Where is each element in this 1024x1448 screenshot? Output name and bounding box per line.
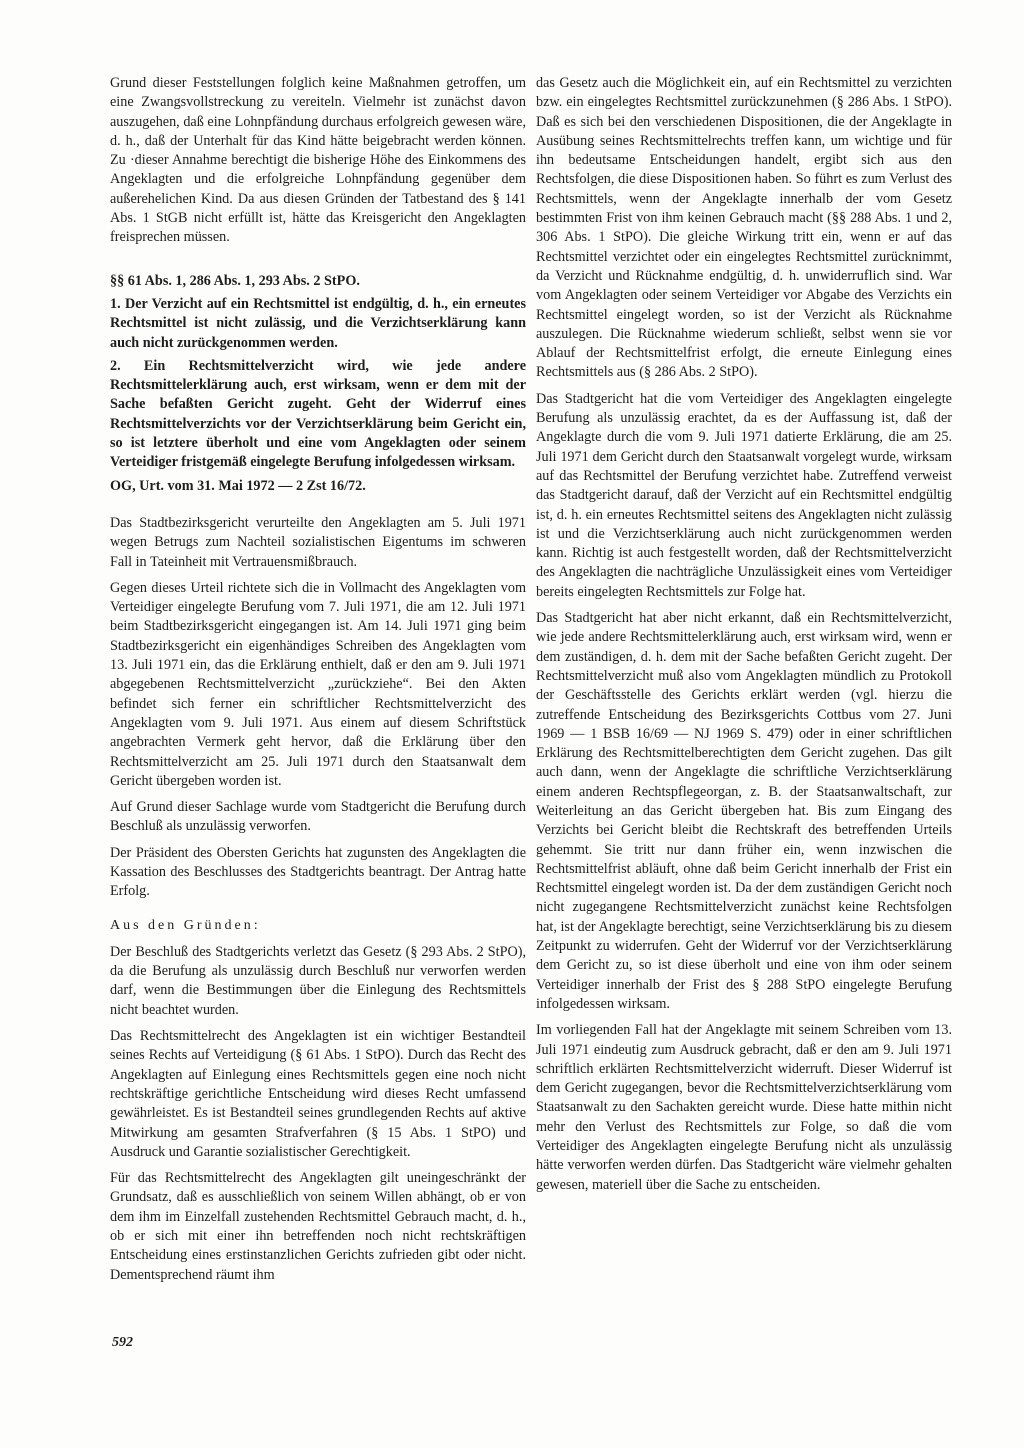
reasons-heading: Aus den Gründen: — [110, 917, 261, 933]
body-paragraph: Das Rechtsmittelrecht des Angeklagten ist ein wichtiger Bestandteil seines Rechts auf Verteidigung (§ 61 Abs. 1 StPO). Durch das Recht des Angeklagten auf Einlegung eines Rechtsmittels gegen eine noch nicht rechtskräftige gerichtliche Entscheidung wird dieses Recht umfassend gewährleistet. Es ist Bestandteil seines grundlegenden Rechts auf aktive Mitwirkung am gesamten Strafverfahren (§ 15 Abs. 1 StPO) und Ausdruck und Garantie sozialistischer Gerechtigkeit. — [110, 1028, 526, 1160]
headnote-2: 2. Ein Rechtsmittelverzicht wird, wie jede andere Rechtsmittelerklärung auch, erst wirksam, wenn er dem mit der Sache befaßten Gericht zugeht. Geht der Widerruf eines Rechtsmittelverzichts vor der Verzichtserklärung beim Gericht ein, so ist letztere überholt und eine vom Angeklagten oder seinem Verteidiger fristgemäß eingelegte Berufung infolgedessen wirksam. — [110, 357, 526, 471]
body-paragraph: Der Präsident des Obersten Gerichts hat zugunsten des Angeklagten die Kassation des Beschlusses des Stadtgerichts beantragt. Der Antrag hatte Erfolg. — [110, 844, 526, 900]
decision-header — [110, 272, 526, 496]
body-paragraph: Für das Rechtsmittelrecht des Angeklagten gilt uneingeschränkt der Grundsatz, daß es ausschließlich von seinem Willen abhängt, ob er von dem ihm im Einzelfall zustehenden Rechtsmittel Gebrauch macht, d. h., ob er sich mit einer ihn betreffenden noch nicht rechtskräftigen Entscheidung eines erstinstanzlichen Gerichts zufrieden gibt oder nicht. Dementsprechend räumt ihm — [110, 1170, 526, 1283]
law-reference: §§ 61 Abs. 1, 286 Abs. 1, 293 Abs. 2 StPO. — [110, 272, 360, 289]
right-column — [536, 74, 952, 1202]
body-paragraph: das Gesetz auch die Möglichkeit ein, auf ein Rechtsmittel zu verzichten bzw. ein eingelegtes Rechtsmittel zurückzunehmen (§ 286 Abs. 1 StPO). Daß es sich bei den verschiedenen Dispositionen, die der Angeklagte in Ausübung seines Rechtsmittelrechts treffen kann, um wichtige und für ihn bedeutsame Entscheidungen handelt, ergibt sich aus den Rechtsfolgen, die diese Dispositionen haben. So führt es zum Verlust des Rechtsmittels, wenn der Angeklagte innerhalb der vom Gesetz bestimmten Frist von ihm keinen Gebrauch macht (§§ 288 Abs. 1 und 2, 306 Abs. 1 StPO). Die gleiche Wirkung tritt ein, wenn er auf das Rechtsmittel verzichtet oder ein eingelegtes Rechtsmittel zurücknimmt, da Verzicht und Rücknahme endgültig, d. h. unwiderruflich sind. War vom Angeklagten oder seinem Verteidiger vor Abgabe des Verzichts ein Rechtsmittel eingelegt worden, so ist der Verzicht als Rücknahme auszulegen. Die Rücknahme wiederum schließt, selbst wenn sie vor Ablauf der Rechtsmittelfrist erfolgt, die erneute Einlegung eines Rechtsmittels aus (§ 286 Abs. 2 StPO). — [536, 75, 952, 381]
body-paragraph: Der Beschluß des Stadtgerichts verletzt das Gesetz (§ 293 Abs. 2 StPO), da die Berufung als unzulässig durch Beschluß nur verworfen werden darf, wenn die Bestimmungen über die Einlegung des Rechtsmittels nicht beachtet wurden. — [110, 943, 526, 1018]
body-paragraph: Das Stadtgericht hat aber nicht erkannt, daß ein Rechtsmittelverzicht, wie jede andere Rechtsmittelerklärung auch, erst wirksam wird, wenn er dem zuständigen, d. h. dem mit der Sache befaßten Gericht zugeht. Der Rechtsmittelverzicht muß also vom Angeklagten mündlich zu Protokoll der Geschäftsstelle des Gerichts erklärt werden (vgl. hierzu die zutreffende Entscheidung des Bezirksgerichts Cottbus vom 27. Juni 1969 — 1 BSB 16/69 — NJ 1969 S. 479) oder in einer schriftlichen Erklärung des Rechtsmittelberechtigten dem Gericht zugehen. Das gilt auch dann, wenn der Angeklagte die schriftliche Verzichtserklärung einem anderen Rechtspflegeorgan, z. B. der Staatsanwaltschaft, zur Weiterleitung an das Gericht übergeben hat. Bis zum Eingang des Verzichts bei Gericht bleibt die Rechtskraft des betreffenden Urteils gehemmt. Sie tritt nur dann früher ein, wenn inzwischen die Rechtsmittelfrist abläuft, ohne daß beim Gericht innerhalb der Frist ein Rechtsmittel eingelegt worden ist. Da der dem zuständigen Gericht noch nicht zugegangene Rechtsmittelverzicht zunächst keine Rechtsfolgen hat, ist der Angeklagte berechtigt, seine Verzichtserklärung bis zu diesem Zeitpunkt zu widerrufen. Geht der Widerruf vor der Verzichtserklärung dem Gericht zu, so ist diese überholt und eine von ihm oder seinem Verteidiger innerhalb der Frist des § 288 StPO eingelegte Berufung infolgedessen wirksam. — [536, 610, 952, 1012]
body-paragraph: Das Stadtgericht hat die vom Verteidiger des Angeklagten eingelegte Berufung als unzulässig erachtet, da es der Auffassung ist, daß der Angeklagte durch die vom 9. Juli 1971 datierte Erklärung, die am 25. Juli 1971 dem Gericht durch den Staatsanwalt vorgelegt wurde, wirksam auf das Rechtsmittel der Berufung verzichtet habe. Zutreffend verweist das Stadtgericht darauf, daß der Verzicht auf ein Rechtsmittel endgültig ist, d. h. ein erneutes Rechtsmittel seitens des Angeklagten nicht zulässig ist und die Verzichtserklärung auch nicht zurückgenommen werden kann. Richtig ist auch festgestellt worden, daß der Rechtsmittelverzicht des Angeklagten die nachträgliche Unzulässigkeit eines vom Verteidiger bereits eingelegten Rechtsmittels zur Folge hat. — [536, 390, 952, 600]
body-paragraph: Im vorliegenden Fall hat der Angeklagte mit seinem Schreiben vom 13. Juli 1971 eindeutig zum Ausdruck gebracht, daß er den am 9. Juli 1971 schriftlich erklärten Rechtsmittelverzicht widerruft. Dieser Widerruf ist dem Gericht zugegangen, bevor die Rechtsmittelverzichtserklärung vom Staatsanwalt zu den Sachakten gereicht wurde. Diese hatte mithin nicht mehr den Verlust des Rechtsmittels zur Folge, so daß die vom Verteidiger des Angeklagten eingelegte Berufung nicht als unzulässig hätte verworfen werden dürfen. Das Stadtgericht wäre vielmehr gehalten gewesen, materiell über die Sache zu entscheiden. — [536, 1022, 952, 1193]
body-paragraph: Auf Grund dieser Sachlage wurde vom Stadtgericht die Berufung durch Beschluß als unzulässig verworfen. — [110, 799, 526, 835]
body-paragraph: Das Stadtbezirksgericht verurteilte den Angeklagten am 5. Juli 1971 wegen Betrugs zum Nachteil sozialistischen Eigentums im schweren Fall in Tateinheit mit Vertrauensmißbrauch. — [110, 514, 526, 570]
headnote-1: 1. Der Verzicht auf ein Rechtsmittel ist endgültig, d. h., ein erneutes Rechtsmittel ist nicht zulässig, und die Verzichtserklärung kann auch nicht zurückgenommen werden. — [110, 295, 526, 351]
court-citation: OG, Urt. vom 31. Mai 1972 — 2 Zst 16/72. — [110, 477, 366, 494]
page-number: 592 — [112, 1335, 133, 1350]
left-column — [110, 74, 526, 1292]
intro-paragraph: Grund dieser Feststellungen folglich keine Maßnahmen getroffen, um eine Zwangsvollstreckung zu vereiteln. Vielmehr ist zunächst davon auszugehen, daß eine Lohnpfändung durchaus erfolgreich gewesen wäre, d. h., daß der Unterhalt für das Kind hätte beigebracht werden können. Zu ·dieser Annahme berechtigt die bisherige Höhe des Einkommens des Angeklagten und die erfolgreiche Lohnpfändung gegenüber dem außerehelichen Kind. Da aus diesen Gründen der Tatbestand des § 141 Abs. 1 StGB nicht erfüllt ist, hätte das Kreisgericht den Angeklagten freisprechen müssen. — [110, 75, 526, 246]
body-paragraph: Gegen dieses Urteil richtete sich die in Vollmacht des Angeklagten vom Verteidiger eingelegte Berufung vom 7. Juli 1971, die am 12. Juli 1971 beim Stadtbezirksgericht eingegangen ist. Am 14. Juli 1971 ging beim Stadtbezirksgericht ein eigenhändiges Schreiben des Angeklagten vom 13. Juli 1971 ein, das die Erklärung enthielt, daß er den am 9. Juli 1971 abgegebenen Rechtsmittelverzicht „zurückziehe“. Bei den Akten befindet sich ferner ein schriftlicher Rechtsmittelverzicht des Angeklagten vom 9. Juli 1971. Aus einem auf diesem Schriftstück angebrachten Vermerk geht hervor, daß die Erklärung über den Rechtsmittelverzicht am 25. Juli 1971 durch den Staatsanwalt dem Gericht übergeben worden ist. — [110, 579, 526, 789]
